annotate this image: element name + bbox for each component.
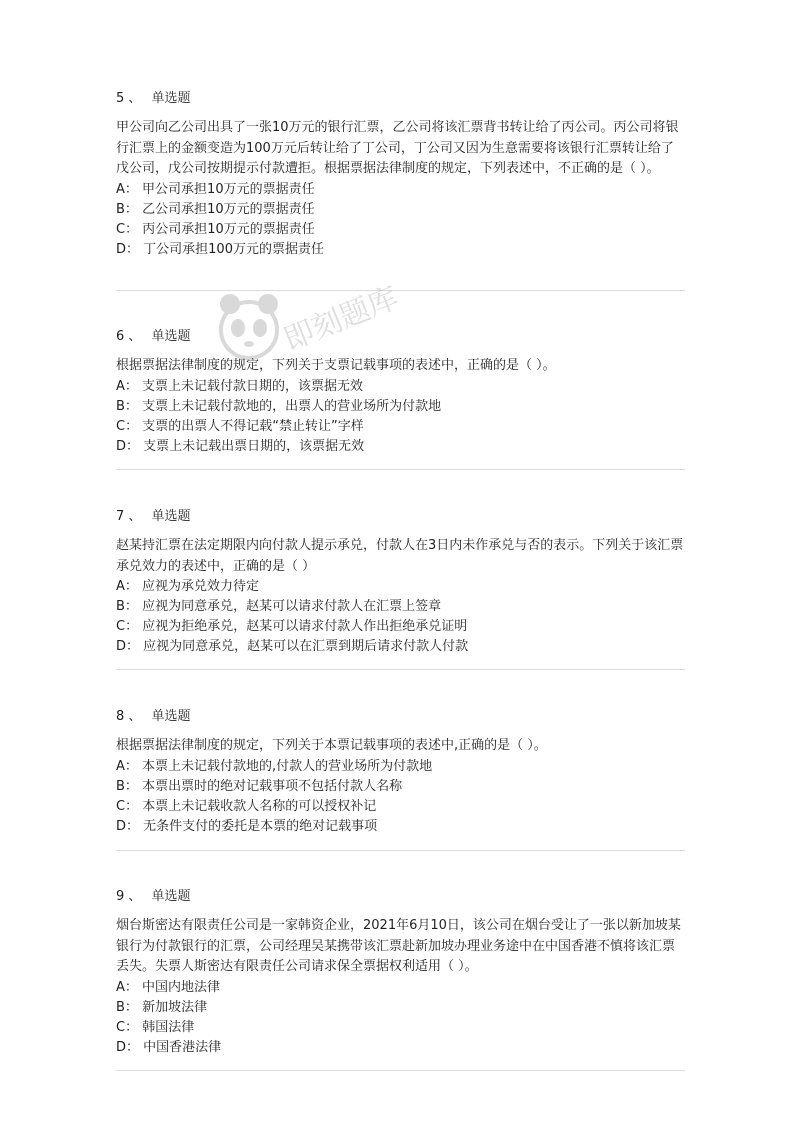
question-header	[116, 508, 686, 526]
question-9	[116, 888, 686, 1058]
option-c	[116, 797, 686, 817]
question-header	[116, 90, 686, 108]
option-a	[116, 757, 686, 777]
option-b	[116, 397, 686, 417]
option-label: B：	[116, 201, 138, 217]
option-label: A：	[116, 979, 138, 995]
option-text: 本票上未记载付款地的,付款人的营业场所为付款地	[142, 758, 433, 774]
question-type: 单选题	[151, 889, 191, 904]
option-d	[116, 637, 686, 657]
divider	[116, 469, 685, 470]
option-text: 支票上未记载付款日期的，该票据无效	[142, 378, 364, 394]
option-text: 应视为承兑效力待定	[142, 579, 260, 594]
option-list	[116, 180, 686, 260]
option-label: D：	[116, 241, 140, 257]
option-label: C：	[116, 1019, 139, 1035]
option-text: 丁公司承担100万元的票据责任	[143, 241, 324, 257]
divider	[116, 850, 685, 851]
option-text: 支票的出票人不得记载“禁止转让”字样	[142, 418, 364, 434]
divider	[116, 1070, 685, 1071]
divider	[116, 669, 685, 670]
question-type: 单选题	[151, 329, 191, 344]
option-d	[116, 817, 686, 837]
option-label: C：	[116, 798, 139, 814]
option-text: 乙公司承担10万元的票据责任	[142, 201, 315, 217]
question-number: 5 、	[116, 91, 142, 106]
question-number: 7 、	[116, 509, 142, 524]
question-type: 单选题	[151, 709, 191, 724]
option-b	[116, 998, 686, 1018]
question-number: 8 、	[116, 709, 142, 724]
option-label: B：	[116, 599, 138, 614]
option-label: A：	[116, 758, 138, 774]
question-stem: 根据票据法律制度的规定，下列关于本票记载事项的表述中,正确的是（ ）。	[116, 738, 547, 753]
question-stem: 根据票据法律制度的规定，下列关于支票记载事项的表述中，正确的是（ ）。	[116, 358, 556, 373]
option-text: 中国香港法律	[143, 1039, 222, 1055]
option-c	[116, 617, 686, 637]
option-text: 中国内地法律	[142, 979, 221, 995]
option-text: 本票出票时的绝对记载事项不包括付款人名称	[142, 778, 403, 794]
option-label: A：	[116, 181, 138, 197]
option-d	[116, 437, 686, 457]
option-label: B：	[116, 778, 138, 794]
option-label: C：	[116, 619, 139, 634]
option-a	[116, 577, 686, 597]
question-stem: 甲公司向乙公司出具了一张10万元的银行汇票，乙公司将该汇票背书转让给了丙公司。丙公司将银行汇票上的金额变造为100万元后转让给了丁公司，丁公司又因为生意需要将该银行汇票转让给了戊公司，戊公司按期提示付款遭拒。根据票据法律制度的规定，下列表述中，不正确的是（ ）。	[116, 120, 679, 176]
option-list	[116, 978, 686, 1058]
option-text: 应视为同意承兑，赵某可以请求付款人在汇票上签章	[142, 599, 442, 614]
option-text: 应视为拒绝承兑，赵某可以请求付款人作出拒绝承兑证明	[142, 619, 468, 634]
option-label: D：	[116, 639, 140, 654]
question-type: 单选题	[151, 91, 191, 106]
option-text: 本票上未记载收款人名称的可以授权补记	[142, 798, 377, 814]
option-text: 丙公司承担10万元的票据责任	[142, 221, 315, 237]
question-number: 9 、	[116, 889, 142, 904]
option-label: D：	[116, 818, 140, 834]
option-b	[116, 597, 686, 617]
option-text: 韩国法律	[142, 1019, 195, 1035]
option-list	[116, 577, 686, 657]
option-label: C：	[116, 418, 139, 434]
question-header	[116, 328, 686, 346]
option-label: D：	[116, 438, 140, 454]
option-c	[116, 417, 686, 437]
option-text: 支票上未记载出票日期的，该票据无效	[143, 438, 365, 454]
option-label: B：	[116, 398, 138, 414]
question-type: 单选题	[151, 509, 191, 524]
question-5	[116, 90, 686, 260]
watermark-text: 即刻题库	[278, 280, 404, 358]
option-b	[116, 200, 686, 220]
question-number: 6 、	[116, 329, 142, 344]
option-label: A：	[116, 378, 138, 394]
option-c	[116, 220, 686, 240]
divider	[116, 290, 685, 291]
option-a	[116, 180, 686, 200]
option-text: 无条件支付的委托是本票的绝对记载事项	[143, 818, 378, 834]
question-7	[116, 508, 686, 657]
option-text: 应视为同意承兑，赵某可以在汇票到期后请求付款人付款	[143, 639, 469, 654]
option-c	[116, 1018, 686, 1038]
option-label: B：	[116, 999, 138, 1015]
option-label: A：	[116, 579, 138, 594]
option-text: 支票上未记载付款地的，出票人的营业场所为付款地	[142, 398, 442, 414]
question-6	[116, 328, 686, 457]
option-a	[116, 978, 686, 998]
question-stem: 赵某持汇票在法定期限内向付款人提示承兑，付款人在3日内未作承兑与否的表示。下列关于该汇票承兑效力的表述中，正确的是（ ）	[116, 538, 684, 574]
option-list	[116, 377, 686, 457]
option-label: C：	[116, 221, 139, 237]
question-stem: 烟台斯密达有限责任公司是一家韩资企业，2021年6月10日，该公司在烟台受让了一张以新加坡某银行为付款银行的汇票，公司经理吴某携带该汇票赴新加坡办理业务途中在中国香港不慎将该汇票丢失。失票人斯密达有限责任公司请求保全票据权利适用（ ）。	[116, 918, 681, 974]
option-label: D：	[116, 1039, 140, 1055]
option-a	[116, 377, 686, 397]
question-header	[116, 708, 686, 726]
option-d	[116, 240, 686, 260]
option-text: 新加坡法律	[142, 999, 208, 1015]
option-d	[116, 1038, 686, 1058]
question-8	[116, 708, 686, 837]
question-header	[116, 888, 686, 906]
option-text: 甲公司承担10万元的票据责任	[142, 181, 315, 197]
option-b	[116, 777, 686, 797]
option-list	[116, 757, 686, 837]
